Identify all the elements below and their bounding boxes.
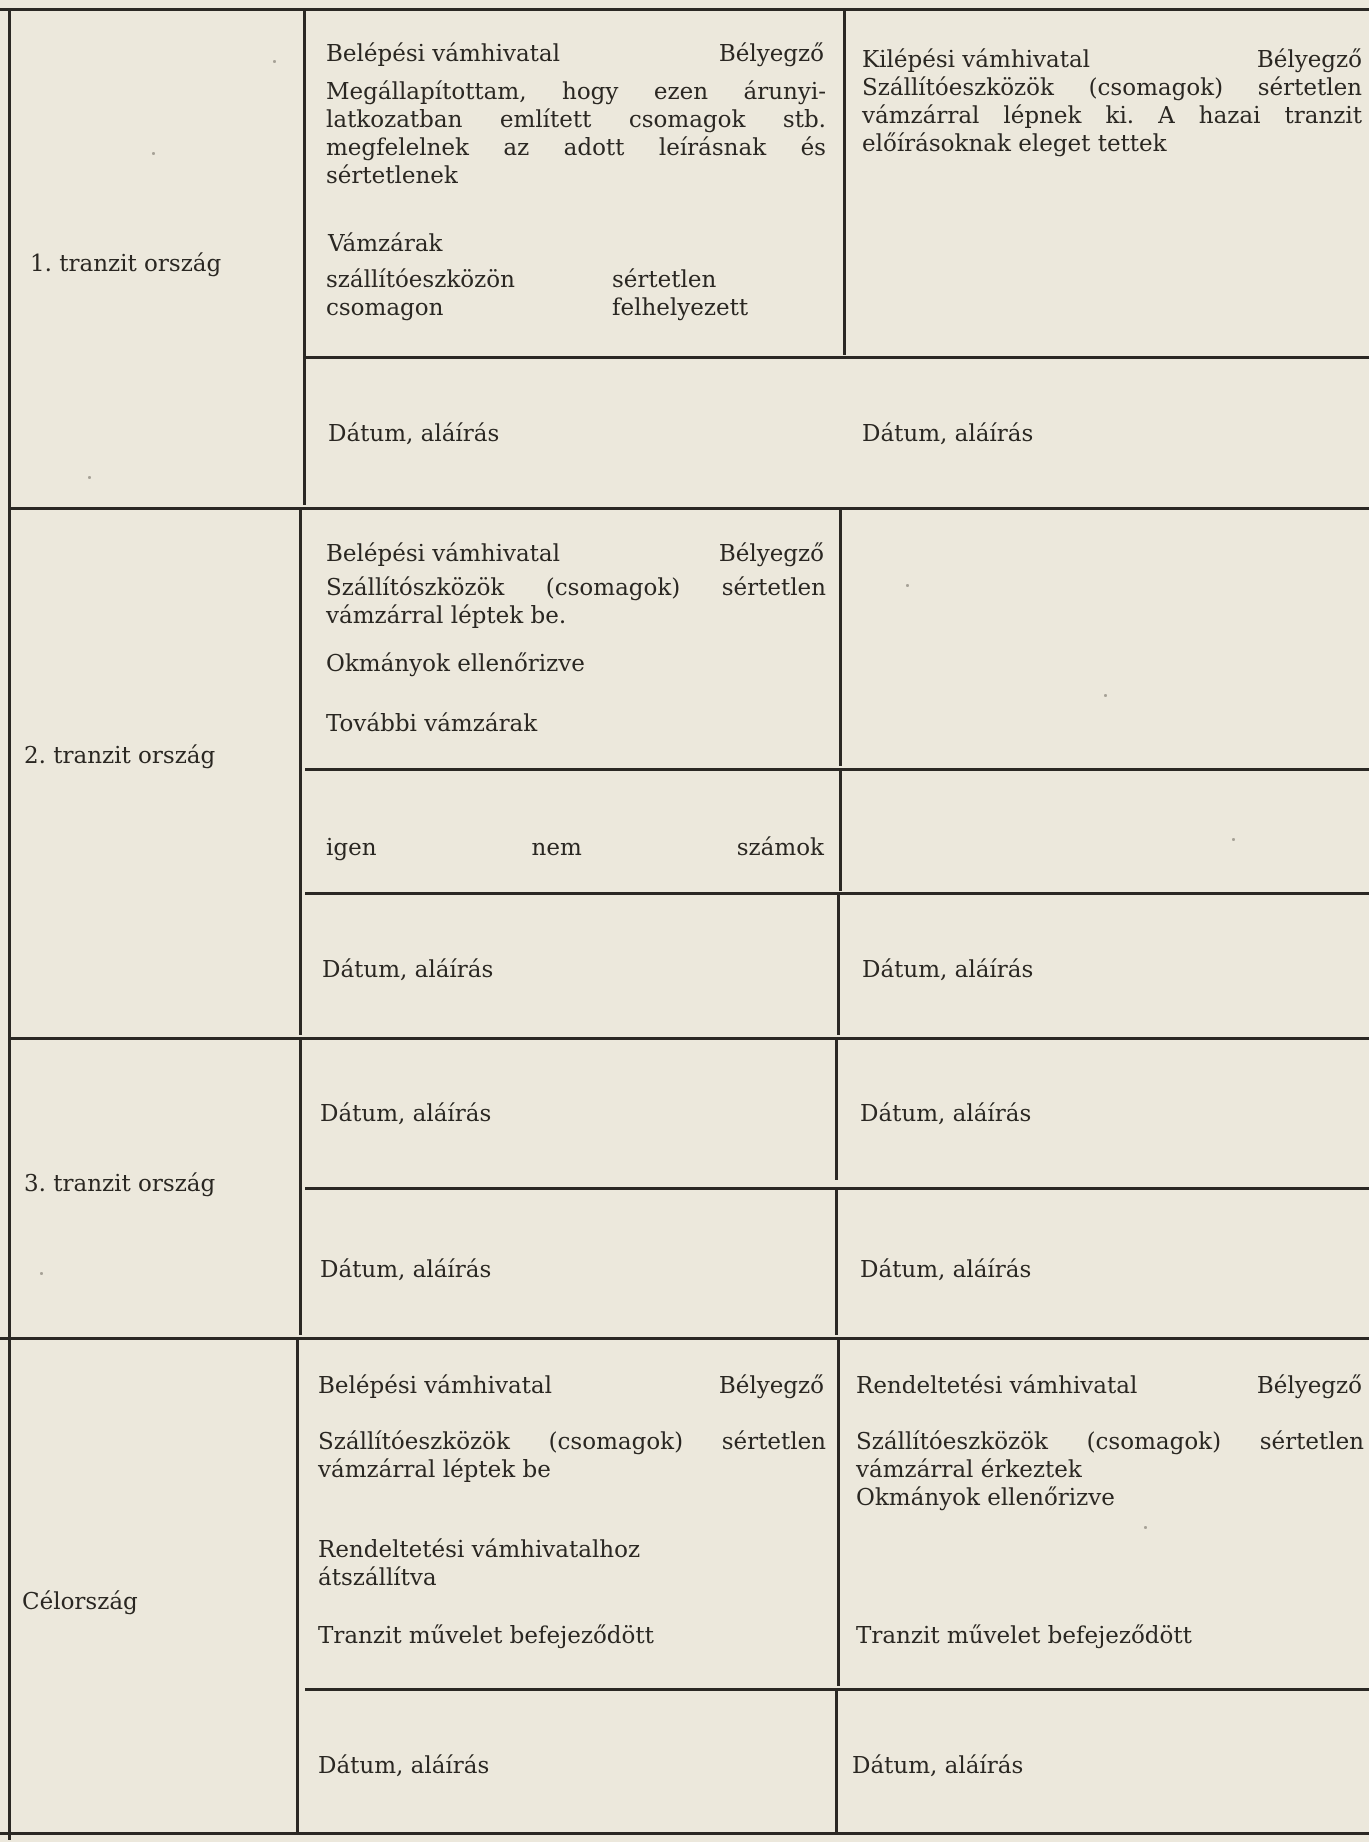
row3-country-label: 3. tranzit ország bbox=[24, 1171, 216, 1197]
row1-left-statement bbox=[326, 78, 826, 190]
row4-left-header bbox=[318, 1372, 824, 1401]
seal-options-row bbox=[326, 834, 824, 863]
statement-line: Szállítóeszközök (csomagok) sértetlen bbox=[318, 1429, 826, 1455]
label-column-divider-r2 bbox=[299, 510, 302, 1035]
transfer-line: átszállítva bbox=[318, 1565, 437, 1591]
statement-line: Megállapítottam, hogy ezen árunyi- bbox=[326, 79, 826, 105]
stamp-label: Bélyegző bbox=[1256, 1373, 1362, 1399]
middle-divider-r4-top bbox=[837, 1340, 840, 1686]
row4-right-statement bbox=[856, 1428, 1364, 1512]
option-no: nem bbox=[531, 835, 582, 861]
statement-line: Szállítóeszközök (csomagok) sértetlen bbox=[862, 75, 1362, 101]
paper-speck bbox=[152, 152, 155, 155]
form-bottom-border bbox=[0, 1832, 1369, 1835]
stamp-label: Bélyegző bbox=[718, 41, 824, 67]
label-column-divider-r1 bbox=[303, 10, 306, 505]
transit-completed-label: Tranzit művelet befejeződött bbox=[318, 1623, 654, 1649]
middle-divider-r3-top bbox=[835, 1040, 838, 1180]
office-title: Belépési vámhivatal bbox=[326, 541, 560, 567]
stamp-label: Bélyegző bbox=[718, 1373, 824, 1399]
paper-speck bbox=[273, 60, 276, 63]
row1-divider bbox=[305, 356, 1369, 359]
form-top-border bbox=[0, 8, 1369, 11]
documents-checked-label: Okmányok ellenőrizve bbox=[856, 1485, 1115, 1511]
office-title: Rendeltetési vámhivatal bbox=[856, 1373, 1138, 1399]
row2-country-label: 2. tranzit ország bbox=[24, 743, 216, 769]
statement-line: előírásoknak eleget tettek bbox=[862, 131, 1167, 157]
statement-line: vámzárral lépnek ki. A hazai tranzit bbox=[862, 103, 1362, 129]
seal-on-vehicle-label: szállítóeszközön bbox=[326, 267, 515, 293]
office-title: Belépési vámhivatal bbox=[318, 1373, 552, 1399]
label-column-divider-r4 bbox=[296, 1340, 299, 1832]
row-separator-1 bbox=[10, 507, 1369, 510]
date-signature-label: Dátum, aláírás bbox=[320, 1257, 492, 1283]
date-signature-label: Dátum, aláírás bbox=[860, 1101, 1032, 1127]
seal-applied-label: felhelyezett bbox=[612, 295, 749, 321]
date-signature-label: Dátum, aláírás bbox=[320, 1101, 492, 1127]
date-signature-label: Dátum, aláírás bbox=[318, 1753, 490, 1779]
further-seals-label: További vámzárak bbox=[326, 711, 538, 737]
stamp-label: Bélyegző bbox=[718, 541, 824, 567]
office-title: Kilépési vámhivatal bbox=[862, 47, 1091, 73]
row2-divider-a bbox=[305, 768, 1369, 771]
statement-line: vámzárral érkeztek bbox=[856, 1457, 1082, 1483]
middle-divider-r2-top bbox=[839, 510, 842, 766]
date-signature-label: Dátum, aláírás bbox=[860, 1257, 1032, 1283]
transfer-line: Rendeltetési vámhivatalhoz bbox=[318, 1537, 641, 1563]
statement-line: megfelelnek az adott leírásnak és bbox=[326, 135, 826, 161]
date-signature-label: Dátum, aláírás bbox=[852, 1753, 1024, 1779]
row2-left-statement bbox=[326, 574, 826, 630]
row1-right-header bbox=[862, 46, 1362, 75]
row-separator-2 bbox=[10, 1037, 1369, 1040]
statement-line: Szállítószközök (csomagok) sértetlen bbox=[326, 575, 826, 601]
row1-country-label: 1. tranzit ország bbox=[30, 251, 222, 277]
middle-divider-r4-bottom bbox=[835, 1691, 838, 1832]
row1-right-statement bbox=[862, 74, 1362, 158]
row2-left-header bbox=[326, 540, 824, 569]
date-signature-label: Dátum, aláírás bbox=[862, 957, 1034, 983]
paper-speck bbox=[906, 584, 909, 587]
seal-intact-label: sértetlen bbox=[612, 267, 717, 293]
date-signature-label: Dátum, aláírás bbox=[328, 421, 500, 447]
date-signature-label: Dátum, aláírás bbox=[862, 421, 1034, 447]
row1-left-header bbox=[326, 40, 824, 69]
documents-checked-label: Okmányok ellenőrizve bbox=[326, 651, 585, 677]
transit-completed-label: Tranzit művelet befejeződött bbox=[856, 1623, 1192, 1649]
row4-transfer-note bbox=[318, 1536, 826, 1592]
stamp-label: Bélyegző bbox=[1256, 47, 1362, 73]
paper-speck bbox=[1144, 1526, 1147, 1529]
seals-heading: Vámzárak bbox=[328, 231, 443, 257]
option-yes: igen bbox=[326, 835, 377, 861]
statement-line: sértetlenek bbox=[326, 163, 458, 189]
middle-divider-r3-bottom bbox=[835, 1190, 838, 1335]
statement-line: Szállítóeszközök (csomagok) sértetlen bbox=[856, 1429, 1364, 1455]
label-column-divider-r3 bbox=[299, 1040, 302, 1335]
middle-divider-r1-top bbox=[843, 10, 846, 355]
office-title: Belépési vámhivatal bbox=[326, 41, 560, 67]
row4-country-label: Célország bbox=[22, 1589, 138, 1615]
statement-line: vámzárral léptek be bbox=[318, 1457, 551, 1483]
middle-divider-r2-bottom bbox=[837, 895, 840, 1035]
seal-on-package-label: csomagon bbox=[326, 295, 444, 321]
paper-speck bbox=[88, 476, 91, 479]
row4-right-header bbox=[856, 1372, 1362, 1401]
statement-line: vámzárral léptek be. bbox=[326, 603, 567, 629]
row-separator-3 bbox=[0, 1337, 1369, 1340]
row4-left-statement bbox=[318, 1428, 826, 1484]
option-numbers: számok bbox=[736, 835, 824, 861]
left-border bbox=[8, 8, 11, 1840]
middle-divider-r2-mid bbox=[839, 771, 842, 891]
paper-speck bbox=[1232, 838, 1235, 841]
paper-speck bbox=[40, 1272, 43, 1275]
statement-line: latkozatban említett csomagok stb. bbox=[326, 107, 826, 133]
paper-speck bbox=[1104, 694, 1107, 697]
date-signature-label: Dátum, aláírás bbox=[322, 957, 494, 983]
